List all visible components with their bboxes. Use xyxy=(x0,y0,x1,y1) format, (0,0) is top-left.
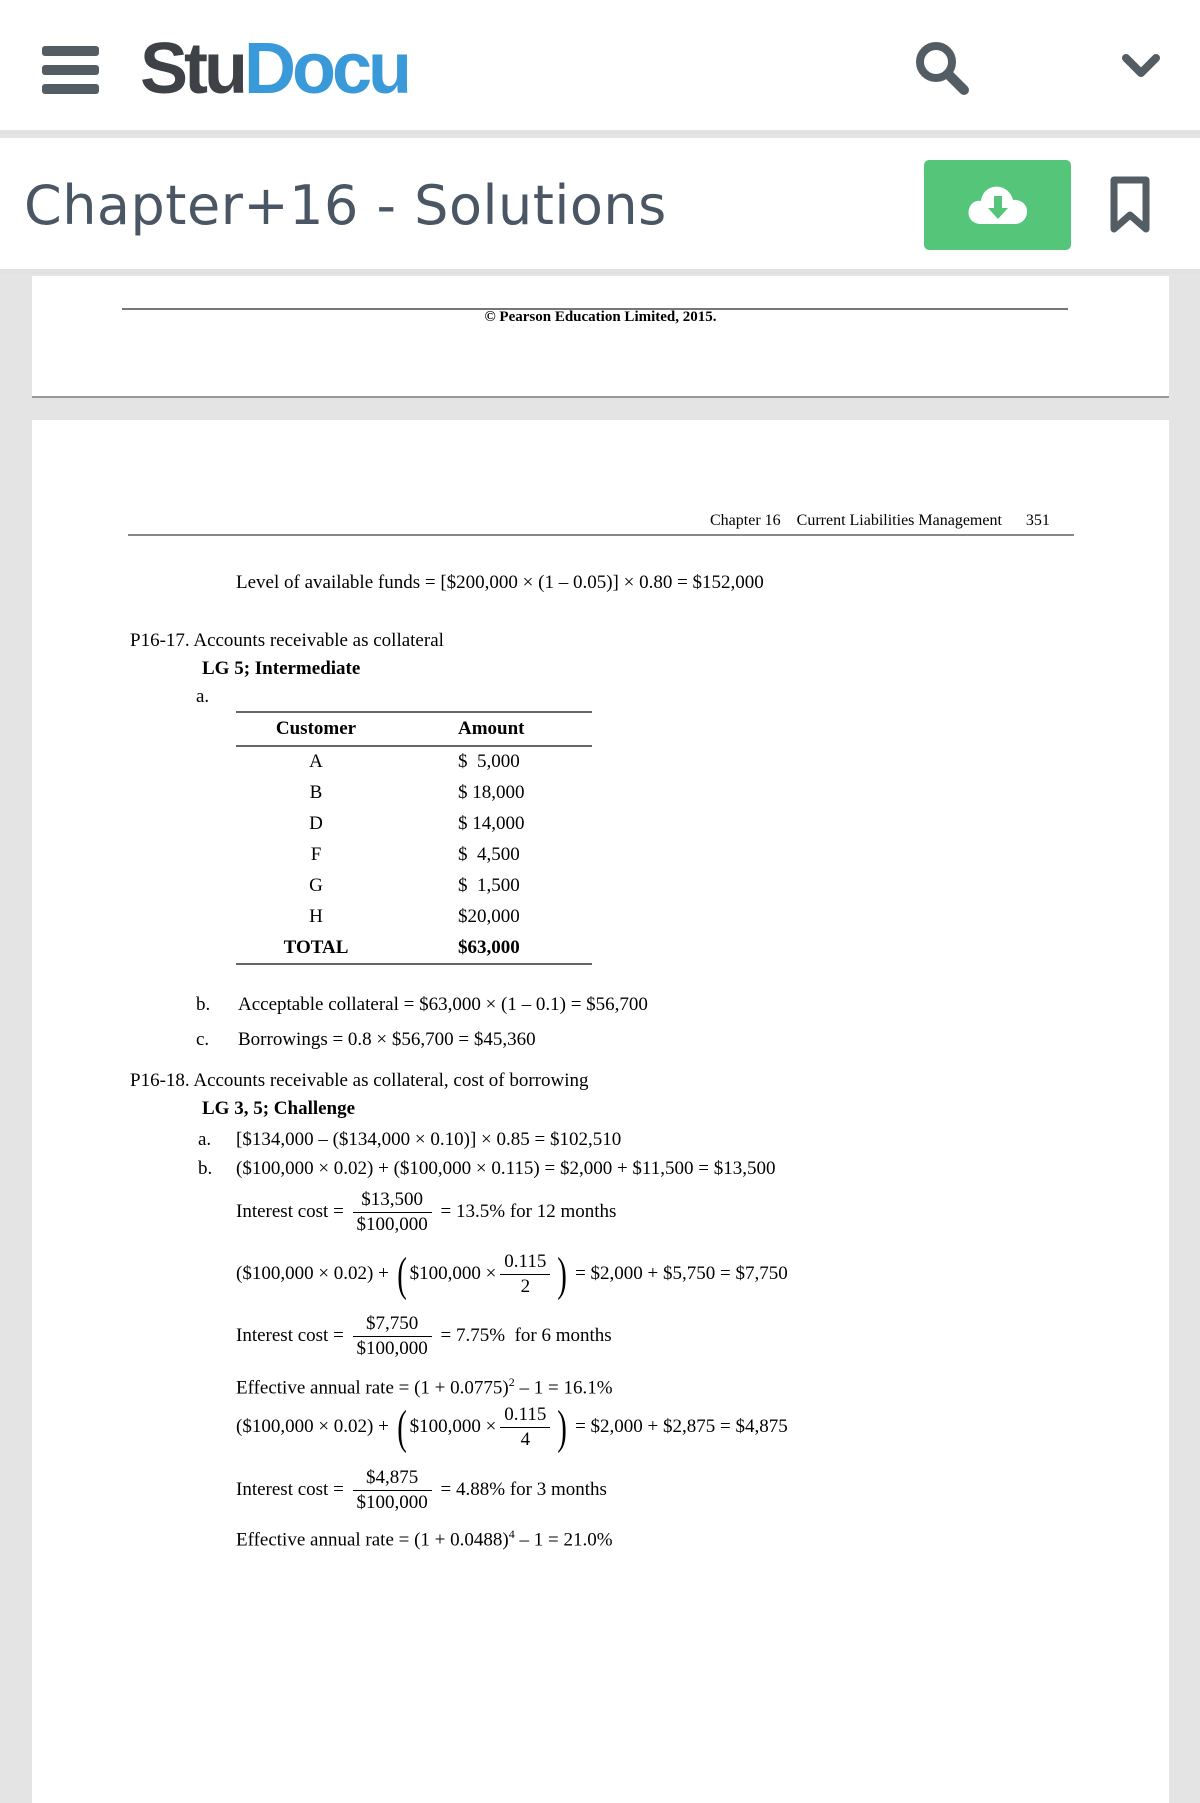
document-page-351 xyxy=(32,420,1169,1803)
ear-exponent: 2 xyxy=(508,1375,515,1389)
problem-17-heading: P16-17. Accounts receivable as collateral xyxy=(130,630,444,651)
fraction-denominator: 4 xyxy=(520,1429,531,1451)
amount-cell: $ 1,500 xyxy=(458,874,520,896)
problem-18-level: LG 3, 5; Challenge xyxy=(202,1098,356,1119)
left-paren: ( xyxy=(396,1400,407,1454)
page-separator xyxy=(32,396,1169,398)
equation-left: ($100,000 × 0.02) + xyxy=(236,1263,389,1284)
part-c-label: c. xyxy=(196,1029,210,1050)
equation-left: ($100,000 × 0.02) + xyxy=(236,1416,389,1437)
problem-18-heading: P16-18. Accounts receivable as collateral, cost of borrowing xyxy=(130,1070,589,1091)
left-paren: ( xyxy=(396,1247,407,1301)
menu-icon[interactable] xyxy=(42,46,99,94)
amount-cell: $ 5,000 xyxy=(458,751,520,772)
three-month-cost-equation xyxy=(236,1397,788,1457)
ear-text: Effective annual rate = (1 + 0.0488) xyxy=(236,1529,509,1551)
copyright-footer: © Pearson Education Limited, 2015. xyxy=(484,309,717,325)
interest-cost-result: = 13.5% for 12 months xyxy=(440,1201,617,1222)
part-a-label: a. xyxy=(198,1129,212,1150)
table-row xyxy=(236,746,592,777)
fraction-denominator: $100,000 xyxy=(356,1214,428,1236)
fraction xyxy=(500,1403,550,1452)
table-row xyxy=(236,901,592,932)
header-rule xyxy=(128,534,1074,536)
part-b-label: b. xyxy=(196,994,211,1015)
amount-cell: $20,000 xyxy=(458,905,520,927)
top-navigation-bar xyxy=(0,0,1200,134)
customer-cell: F xyxy=(310,843,322,865)
table-row xyxy=(236,839,592,870)
effective-annual-rate-3-months xyxy=(236,1527,613,1551)
download-button[interactable] xyxy=(924,160,1071,250)
borrowings-line: Borrowings = 0.8 × $56,700 = $45,360 xyxy=(238,1029,536,1050)
part-b-label: b. xyxy=(198,1158,213,1179)
fraction-numerator: 0.115 xyxy=(500,1250,550,1275)
interest-cost-label: Interest cost = xyxy=(236,1479,344,1500)
six-month-cost-equation xyxy=(236,1244,788,1304)
customer-cell: B xyxy=(309,781,323,803)
total-amount: $63,000 xyxy=(396,932,592,964)
annual-cost-line: ($100,000 × 0.02) + ($100,000 × 0.115) = $2,000 + $11,500 = $13,500 xyxy=(236,1158,776,1179)
table-row xyxy=(236,777,592,808)
available-funds-line: Level of available funds = [$200,000 × (1 – 0.05)] × 0.80 = $152,000 xyxy=(236,572,764,593)
customer-cell: A xyxy=(309,751,323,772)
fraction-denominator: 2 xyxy=(520,1276,531,1298)
ear-result: – 1 = 21.0% xyxy=(514,1529,613,1551)
amount-cell: $ 4,500 xyxy=(458,843,520,865)
interest-cost-result: = 7.75% for 6 months xyxy=(440,1325,612,1346)
problem-17-level: LG 5; Intermediate xyxy=(202,658,361,679)
ear-exponent: 4 xyxy=(508,1527,515,1541)
fraction xyxy=(353,1312,432,1361)
table-row xyxy=(236,870,592,901)
equation-inner: $100,000 × xyxy=(409,1416,497,1437)
right-paren: ) xyxy=(557,1400,568,1454)
customer-cell: H xyxy=(309,905,323,927)
fraction-numerator: $4,875 xyxy=(353,1466,432,1491)
bookmark-icon[interactable] xyxy=(1108,176,1152,234)
logo-docu-text: Docu xyxy=(243,29,408,109)
equation-right: = $2,000 + $2,875 = $4,875 xyxy=(575,1416,788,1437)
interest-cost-12-months xyxy=(236,1182,616,1242)
amount-cell: $ 14,000 xyxy=(458,812,525,834)
chevron-down-icon[interactable] xyxy=(1120,48,1162,84)
fraction-numerator: $7,750 xyxy=(353,1312,432,1337)
document-title: Chapter+16 - Solutions xyxy=(24,174,667,237)
running-header: Chapter 16 Current Liabilities Management 351 xyxy=(710,512,1050,529)
effective-annual-rate-6-months xyxy=(236,1375,613,1399)
studocu-logo[interactable] xyxy=(140,24,408,114)
equation-inner: $100,000 × xyxy=(409,1263,497,1284)
search-icon[interactable] xyxy=(912,38,972,98)
total-label: TOTAL xyxy=(236,932,396,964)
fraction-denominator: $100,000 xyxy=(356,1338,428,1360)
fraction-denominator: $100,000 xyxy=(356,1492,428,1514)
logo-stu-text: Stu xyxy=(140,29,244,109)
interest-cost-label: Interest cost = xyxy=(236,1325,344,1346)
previous-page xyxy=(32,276,1169,396)
customer-cell: D xyxy=(309,812,323,834)
fraction-numerator: 0.115 xyxy=(500,1403,550,1428)
cloud-download-icon xyxy=(965,182,1031,228)
ear-result: – 1 = 16.1% xyxy=(514,1377,613,1399)
equation-right: = $2,000 + $5,750 = $7,750 xyxy=(575,1263,788,1284)
ear-text: Effective annual rate = (1 + 0.0775) xyxy=(236,1377,509,1399)
collateral-calc-line: [$134,000 – ($134,000 × 0.10)] × 0.85 = $102,510 xyxy=(236,1129,622,1150)
fraction xyxy=(353,1188,432,1237)
part-a-label: a. xyxy=(196,686,210,707)
document-title-bar xyxy=(0,138,1200,274)
receivables-table xyxy=(236,711,592,965)
acceptable-collateral-line: Acceptable collateral = $63,000 × (1 – 0.1) = $56,700 xyxy=(238,994,648,1015)
interest-cost-result: = 4.88% for 3 months xyxy=(440,1479,607,1500)
amount-cell: $ 18,000 xyxy=(458,781,525,803)
fraction-numerator: $13,500 xyxy=(353,1188,432,1213)
table-header-row xyxy=(236,712,592,746)
table-total-row xyxy=(236,932,592,964)
column-header-customer: Customer xyxy=(236,712,396,746)
customer-cell: G xyxy=(309,874,323,896)
interest-cost-6-months xyxy=(236,1306,612,1366)
interest-cost-3-months xyxy=(236,1460,607,1520)
right-paren: ) xyxy=(557,1247,568,1301)
interest-cost-label: Interest cost = xyxy=(236,1201,344,1222)
column-header-amount: Amount xyxy=(396,712,592,746)
fraction xyxy=(500,1250,550,1299)
table-row xyxy=(236,808,592,839)
fraction xyxy=(353,1466,432,1515)
